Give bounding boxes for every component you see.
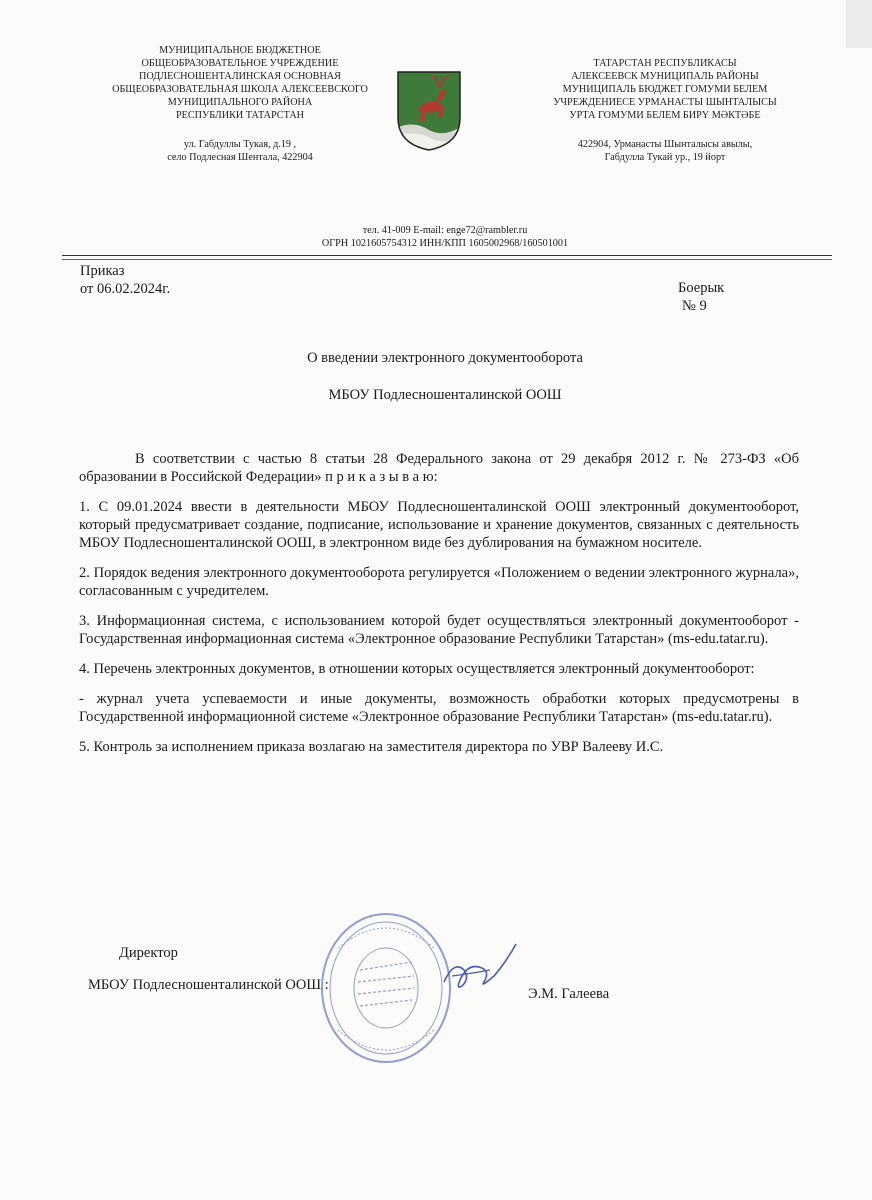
order-item: 3. Информационная система, с использованием которой будет осуществляться электронный документооборот - Государственная информационная система «Электронное образование Республики Татарстан» (ms-edu.tatar.ru). <box>79 613 799 647</box>
contacts-block <box>230 224 660 250</box>
registration-line: ОГРН 1021605754312 ИНН/КПП 1605002968/160501001 <box>321 238 569 249</box>
order-item: 4. Перечень электронных документов, в отношении которых осуществляется электронный документооборот: <box>79 661 755 677</box>
header-left-line: МУНИЦИПАЛЬНОГО РАЙОНА <box>167 97 313 108</box>
header-right-line: АЛЕКСЕЕВСК МУНИЦИПАЛЬ РАЙОНЫ <box>571 71 759 82</box>
header-left-line: ОБЩЕОБРАЗОВАТЕЛЬНОЕ УЧРЕЖДЕНИЕ <box>141 58 339 69</box>
order-item: - журнал учета успеваемости и иные документы, возможность обработки которых предусмотрены в Государственной информационной системе «Электронное образование Республики Татарстан» (ms-edu.tatar.ru). <box>79 691 799 725</box>
header-right-line: УРТА ГОМУМИ БЕЛЕМ БИРҮ МӘКТӘБЕ <box>569 110 761 121</box>
handwritten-signature-icon <box>434 940 524 1000</box>
order-number-block <box>678 279 724 315</box>
signatory-school: МБОУ Подлесношенталинской ООШ : <box>88 977 329 993</box>
intro-paragraph: В соответствии с частью 8 статьи 28 Федерального закона от 29 декабря 2012 г. № 273-ФЗ «Об образовании в Российской Федерации» п р и к а з ы в а ю: <box>79 451 799 485</box>
header-right-address: Габдулла Тукай ур., 19 йорт <box>604 152 726 163</box>
header-left-line: ОБЩЕОБРАЗОВАТЕЛЬНАЯ ШКОЛА АЛЕКСЕЕВСКОГО <box>112 84 368 95</box>
header-left-address: ул. Габдуллы Тукая, д.19 , <box>183 139 297 150</box>
order-date: от 06.02.2024г. <box>80 281 171 297</box>
document-title <box>120 340 770 414</box>
header-right-line: УЧРЕЖДЕНИЕСЕ УРМАНАСТЫ ШЫНТАЛЫСЫ <box>553 97 777 108</box>
coat-of-arms-emblem <box>396 70 462 152</box>
order-label-tatar: Боерык <box>678 280 725 296</box>
order-item: 5. Контроль за исполнением приказа возлагаю на заместителя директора по УВР Валееву И.С. <box>79 739 664 755</box>
header-left-line: РЕСПУБЛИКИ ТАТАРСТАН <box>175 110 305 121</box>
header-right-address: 422904, Урманасты Шынталысы авылы, <box>577 139 753 150</box>
signatory-position: Директор <box>119 945 178 961</box>
contact-line: тел. 41-009 E-mail: enge72@rambler.ru <box>362 225 528 236</box>
order-label-block <box>80 262 170 298</box>
header-divider-thin <box>62 259 832 260</box>
order-item: 1. С 09.01.2024 ввести в деятельности МБОУ Подлесношенталинской ООШ электронный документооборот, который предусматривает создание, подписание, использование и хранение документов, связанных с деятельность МБОУ Подлесношенталинской ООШ, в электронном виде без дублирования на бумажном носителе. <box>79 499 799 551</box>
title-line: МБОУ Подлесношенталинской ООШ <box>328 387 562 403</box>
header-left-address: село Подлесная Шентала, 422904 <box>167 152 313 163</box>
header-right-line: ТАТАРСТАН РЕСПУБЛИКАСЫ <box>593 58 737 69</box>
signatory-name: Э.М. Галеева <box>528 986 610 1002</box>
header-left-line: МУНИЦИПАЛЬНОЕ БЮДЖЕТНОЕ <box>159 45 321 56</box>
title-line: О введении электронного документооборота <box>307 350 583 366</box>
header-left-block <box>90 44 390 164</box>
order-number: № 9 <box>682 298 707 314</box>
header-right-line: МУНИЦИПАЛЬ БЮДЖЕТ ГОМУМИ БЕЛЕМ <box>562 84 768 95</box>
document-body <box>79 450 799 768</box>
order-item: 2. Порядок ведения электронного документооборота регулируется «Положением о ведении электронного журнала», согласованным с учредителем. <box>79 565 799 599</box>
header-left-line: ПОДЛЕСНОШЕНТАЛИНСКАЯ ОСНОВНАЯ <box>139 71 341 82</box>
header-divider <box>62 255 832 256</box>
order-label: Приказ <box>80 263 125 279</box>
scan-edge-artifact <box>846 0 872 48</box>
header-right-block <box>520 57 810 164</box>
